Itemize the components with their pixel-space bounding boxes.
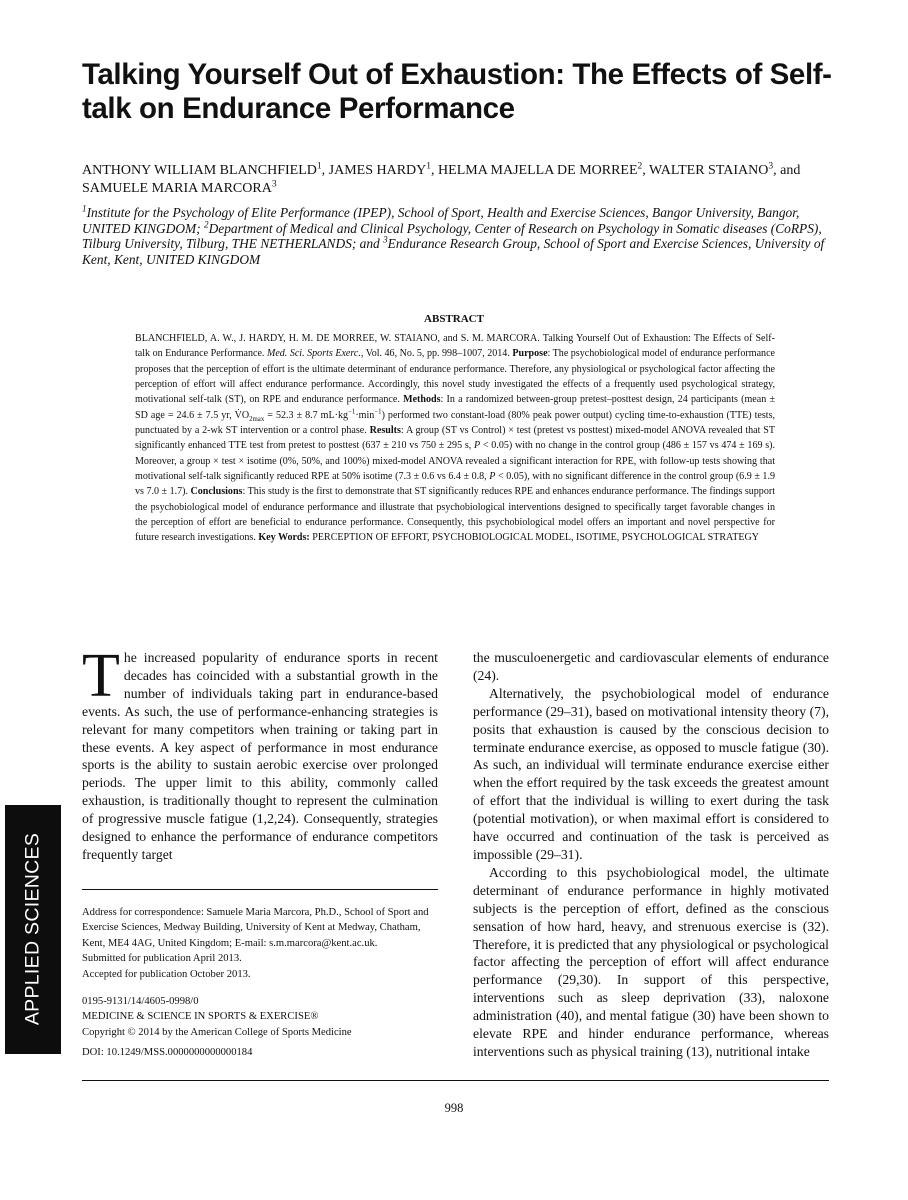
abstract-keywords: PERCEPTION OF EFFORT, PSYCHOBIOLOGICAL MODEL, ISOTIME, PSYCHOLOGICAL STRATEGY: [309, 532, 759, 544]
abstract-journal: Med. Sci. Sports Exerc.: [266, 348, 361, 360]
affiliation-text: Department of Medical and Clinical Psychology, Center of Research on Psychology in Somatic diseases (CoRPS), Tilburg University, Tilburg, THE NETHERLANDS; and: [82, 220, 822, 252]
affiliation-number: 3: [383, 234, 388, 245]
abstract-purpose: : The psychobiological model of endurance performance proposes that the perception of effort is the ultimate determinant of endurance performance. Therefore, any physiological or psychological factor affecting the perception of effort will affect endurance performance. Accordingly, this novel study investigated the effects of a frequently used psychological strategy, motivational self-talk (ST), on RPE and endurance performance.: [135, 348, 775, 406]
abstract-conclusions-label: Conclusions: [190, 486, 243, 498]
abstract-citation: BLANCHFIELD, A. W., J. HARDY, H. M. DE MORREE, W. STAIANO, and S. M. MARCORA. Talking Yourself Out of Exhaustion: The Effects of Self-talk on Endurance Performance.: [135, 333, 775, 360]
abstract-results: < 0.05) with no change in the control group (486 ± 157 vs 474 ± 169 s). Moreover, a group × test × isotime (0%, 50%, and 100%) mixed-model ANOVA revealed a significant interaction for RPE, with follow-up tests showing that motivational self-talk significantly reduced RPE at 50% isotime (7.3 ± 0.6 vs 6.4 ± 0.8,: [135, 440, 775, 483]
affiliation-number: 1: [82, 203, 87, 214]
author-name: HELMA MAJELLA DE MORREE: [438, 163, 638, 178]
body-column-right: [473, 649, 829, 1061]
submitted-date: Submitted for publication April 2013.: [82, 953, 242, 965]
author-list: ANTHONY WILLIAM BLANCHFIELD$^1$, JAMES HARDY$^1$, HELMA MAJELLA DE MORREE$^2$, WALTER STAIANO$^3$, and SAMUELE MARIA MARCORA$^3$: [82, 161, 801, 196]
abstract-p-symbol: P: [489, 471, 496, 483]
section-side-tab: [5, 805, 61, 1054]
affiliation-text: Institute for the Psychology of Elite Performance (IPEP), School of Sport, Health and Exercise Sciences, Bangor University, Bangor, UNITED KINGDOM;: [82, 205, 800, 236]
copyright-notice: Copyright © 2014 by the American College of Sports Medicine: [82, 1026, 352, 1038]
accepted-date: Accepted for publication October 2013.: [82, 968, 251, 980]
footnote-divider: [82, 889, 438, 890]
author-affiliation-mark: 1: [426, 161, 432, 172]
author-affiliation-mark: 2: [637, 161, 643, 172]
body-paragraph: [82, 642, 438, 864]
issn-code: 0195-9131/14/4605-0998/0: [82, 996, 199, 1008]
correspondence-address: Address for correspondence: Samuele Maria Marcora, Ph.D., School of Sport and Exercise Sciences, Medway Building, University of Kent at Medway, Chatham, Kent, ME4 4AG, United Kingdom; E-mail: s.m.marcora@kent.ac.uk.: [82, 907, 429, 949]
body-paragraph: According to this psychobiological model, the ultimate determinant of endurance performance in highly motivated subjects is the perception of effort, defined as the conscious sensation of how hard, heavy, and strenuous exercise is (32). Therefore, it is predicted that any physiological or psychological factor affecting the perception of effort will affect endurance performance (29,30). In support of this perspective, interventions such as sleep deprivation (33), naloxone administration (40), and mental fatigue (30) have been shown to elevate RPE and hinder endurance performance, whereas interventions such as physical training (13), nutritional intake: [473, 864, 829, 1059]
body-paragraph: Alternatively, the psychobiological model of endurance performance (29–31), based on motivational intensity theory (7), posits that exhaustion is caused by the conscious decision to terminate endurance exercise, as opposed to muscle fatigue (30). As such, an individual will terminate endurance exercise either when the effort required by the task exceeds the greatest amount of effort that the individual is willing to exert during the task (potential motivation), or when maximal effort is considered to have occurred and continuation of the task is perceived as impossible (29–31).: [473, 685, 829, 862]
body-paragraph-text: he increased popularity of endurance sports in recent decades has coincided with a substantial growth in the number of individuals taking part in endurance-based events. As such, the use of performance-enhancing strategies is relevant for many competitors when training or taking part in these events. A key aspect of performance in most endurance sports is the ability to sustain aerobic exercise over prolonged periods. The upper limit to this ability, commonly called exhaustion, is traditionally thought to represent the culmination of progressive muscle fatigue (1,2,24). Consequently, strategies designed to enhance the performance of endurance competitors frequently target: [82, 650, 438, 862]
abstract-keywords-label: Key Words:: [258, 532, 310, 544]
author-name: JAMES HARDY: [328, 163, 427, 178]
footnotes: [82, 905, 442, 1061]
abstract-methods: = 52.3 ± 8.7 mL·kg: [264, 409, 349, 421]
abstract-methods: ·min: [355, 409, 375, 421]
abstract-methods: : In a randomized between-group pretest–posttest design, 24 participants (mean ± SD age = 24.6 ± 7.5 yr, V̇O: [135, 394, 775, 421]
author-affiliation-mark: 1: [316, 161, 322, 172]
body-paragraph: the musculoenergetic and cardiovascular elements of endurance (24).: [473, 650, 829, 683]
abstract-purpose-label: Purpose: [512, 348, 548, 360]
abstract-methods-superscript: −1: [348, 408, 356, 416]
abstract-methods-subscript: 2max: [249, 415, 265, 423]
article-title: Talking Yourself Out of Exhaustion: The Effects of Self-talk on Endurance Performance: [82, 58, 832, 125]
affiliations: [82, 205, 832, 267]
abstract-conclusions: : This study is the first to demonstrate that ST significantly reduces RPE and enhances endurance performance. The findings support the psychobiological model of endurance performance and illustrate that psychobiological interventions designed to specifically target favorable changes in the perception of effort are beneficial to endurance performance. Consequently, this psychobiological model offers an important and novel perspective for future research investigations.: [135, 486, 775, 544]
section-side-tab-label: APPLIED SCIENCES: [21, 832, 44, 1026]
abstract-methods: ) performed two constant-load (80% peak power output) cycling time-to-exhaustion (TTE) tests, punctuated by a 2-wk ST intervention or a control phase.: [135, 409, 775, 437]
body-column-left: [82, 642, 438, 864]
abstract-heading: ABSTRACT: [424, 313, 484, 325]
abstract-results: : A group (ST vs Control) × test (pretest vs posttest) mixed-model ANOVA revealed that ST significantly enhanced TTE test from pretest to posttest (637 ± 210 vs 750 ± 295 s,: [135, 425, 775, 452]
footnote-spacer: [82, 982, 442, 994]
abstract-methods-superscript: −1: [374, 408, 382, 416]
author-affiliation-mark: 3: [768, 161, 774, 172]
abstract-citation-details: , Vol. 46, No. 5, pp. 998–1007, 2014.: [360, 348, 510, 360]
abstract-results: < 0.05), with no significant difference in the control group (6.9 ± 1.9 vs 7.0 ± 1.7).: [135, 471, 775, 498]
footer-divider: [82, 1080, 829, 1081]
abstract-p-symbol: P: [474, 440, 481, 452]
author-name: WALTER STAIANO: [649, 163, 769, 178]
author-name: ANTHONY WILLIAM BLANCHFIELD: [82, 163, 317, 178]
affiliation-text: Endurance Research Group, School of Sport and Exercise Sciences, University of Kent, Kent, UNITED KINGDOM: [82, 236, 825, 267]
abstract-text: [135, 331, 775, 546]
abstract-results-label: Results: [369, 425, 401, 437]
affiliation-number: 2: [204, 219, 209, 230]
abstract-methods-label: Methods: [403, 394, 441, 406]
author-affiliation-mark: 3: [271, 179, 277, 190]
doi: DOI: 10.1249/MSS.0000000000000184: [82, 1047, 253, 1059]
author-name: SAMUELE MARIA MARCORA: [82, 181, 272, 196]
journal-name: MEDICINE & SCIENCE IN SPORTS & EXERCISE®: [82, 1011, 319, 1023]
page-number: 998: [444, 1101, 464, 1115]
drop-cap: T: [82, 642, 120, 710]
